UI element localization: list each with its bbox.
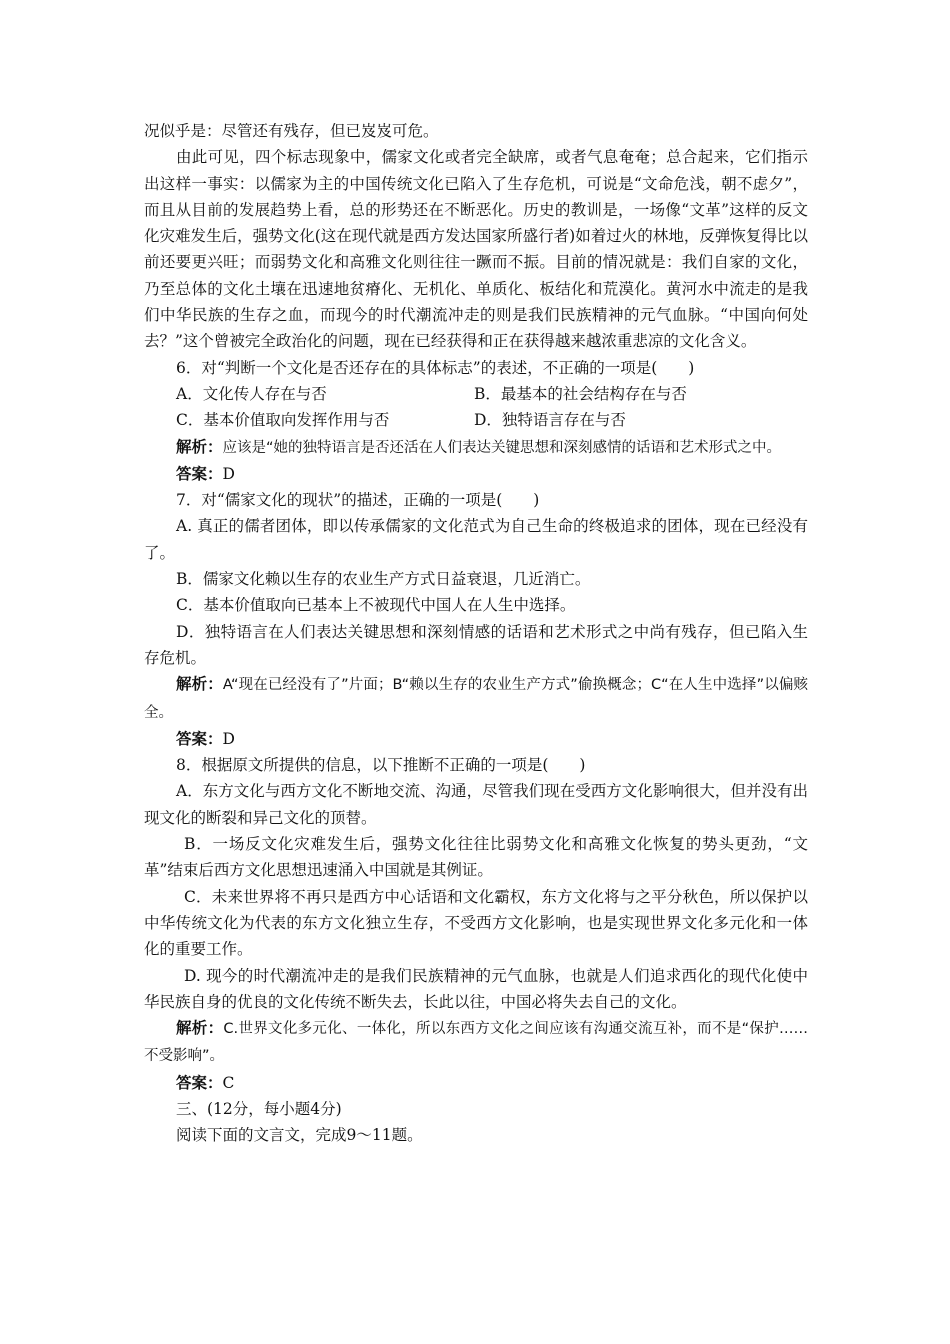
analysis-label: 解析： [176,674,223,694]
q6-analysis [144,434,808,461]
answer-label: 答案： [176,1072,223,1092]
analysis-text: 应该是“她的独特语言是否还活在人们表达关键思想和深刻感情的话语和艺术形式之中。 [222,439,782,456]
q6-answer [144,461,808,487]
question-6-stem: 6．对“判断一个文化是否还存在的具体标志”的表述，不正确的一项是( ) [176,358,695,377]
q8-option-c: C．未来世界将不再只是西方中心话语和文化霸权，东方文化将与之平分秋色，所以保护以中华传统文化为代表的东方文化独立生存，不受西方文化影响，也是实现世界文化多元化和一体化的重要工作。 [144,887,808,959]
passage-line: 况似乎是：尽管还有残存，但已岌岌可危。 [144,122,439,140]
analysis-label: 解析： [176,436,223,456]
passage-paragraph: 由此可见，四个标志现象中，儒家文化或者完全缺席，或者气息奄奄；总合起来，它们指示出这样一事实：以儒家为主的中国传统文化已陷入了生存危机，可说是“文命危浅，朝不虑夕”，而且从目前的发展趋势上看，总的形势还在不断恶化。历史的教训是，一场像“文革”这样的反文化灾难发生后，强势文化(这在现代就是西方发达国家所盛行者)如着过火的林地，反弹恢复得比以前还要更兴旺；而弱势文化和高雅文化则往往一蹶而不振。目前的情况就是：我们自家的文化，乃至总体的文化土壤在迅速地贫瘠化、无机化、单质化、板结化和荒漠化。黄河水中流走的是我们中华民族的生存之血，而现今的时代潮流冲走的则是我们民族精神的元气血脉。“中国向何处去？”这个曾被完全政治化的问题，现在已经获得和正在获得越来越浓重悲凉的文化含义。 [144,148,808,351]
q7-option-a: A. 真正的儒者团体，即以传承儒家的文化范式为自己生命的终极追求的团体，现在已经没有了。 [144,517,808,562]
q7-answer [144,726,808,752]
q8-option-b: B．一场反文化灾难发生后，强势文化往往比弱势文化和高雅文化恢复的势头更劲，“文革”结束后西方文化思想迅速涌入中国就是其例证。 [144,835,808,880]
q6-option-a: A．文化传人存在与否 [176,384,327,403]
q7-option-d: D．独特语言在人们表达关键思想和深刻情感的话语和艺术形式之中尚有残存，但已陷入生存危机。 [144,622,808,667]
question-8-stem: 8．根据原文所提供的信息，以下推断不正确的一项是( ) [176,756,586,775]
q8-analysis [144,1015,808,1070]
q8-answer [144,1070,808,1096]
section-3-instruction: 阅读下面的文言文，完成9～11题。 [176,1126,423,1145]
q7-option-b: B．儒家文化赖以生存的农业生产方式日益衰退，几近消亡。 [176,570,591,589]
q6-option-b: B．最基本的社会结构存在与否 [474,384,687,403]
answer-value: D [222,464,235,483]
question-6-options-row-2 [144,407,808,433]
answer-value: C [222,1073,235,1092]
analysis-text: A“现在已经没有了”片面；B“赖以生存的农业生产方式”偷换概念；C“在人生中选择”以偏赅全。 [144,677,808,721]
answer-label: 答案： [176,463,223,483]
q8-option-a: A．东方文化与西方文化不断地交流、沟通，尽管我们现在受西方文化影响很大，但并没有出现文化的断裂和异己文化的顶替。 [144,782,808,827]
document-page [144,118,808,1149]
answer-value: D [222,729,235,748]
q6-option-d: D．独特语言存在与否 [474,411,626,430]
section-3-heading: 三、(12分，每小题4分) [176,1099,342,1118]
q8-option-d: D. 现今的时代潮流冲走的是我们民族精神的元气血脉，也就是人们追求西化的现代化使中华民族自身的优良的文化传统不断失去，长此以往，中国必将失去自己的文化。 [144,966,808,1011]
question-7-stem: 7．对“儒家文化的现状”的描述，正确的一项是( ) [176,491,540,510]
analysis-label: 解析： [176,1018,224,1038]
analysis-text: C.世界文化多元化、一体化，所以东西方文化之间应该有沟通交流互补，而不是“保护……不受影响”。 [144,1021,808,1065]
q7-analysis [144,671,808,726]
answer-label: 答案： [176,728,223,748]
q6-option-c: C．基本价值取向发挥作用与否 [176,411,390,430]
question-6-options-row-1 [144,381,808,407]
q7-option-c: C．基本价值取向已基本上不被现代中国人在人生中选择。 [176,596,576,615]
